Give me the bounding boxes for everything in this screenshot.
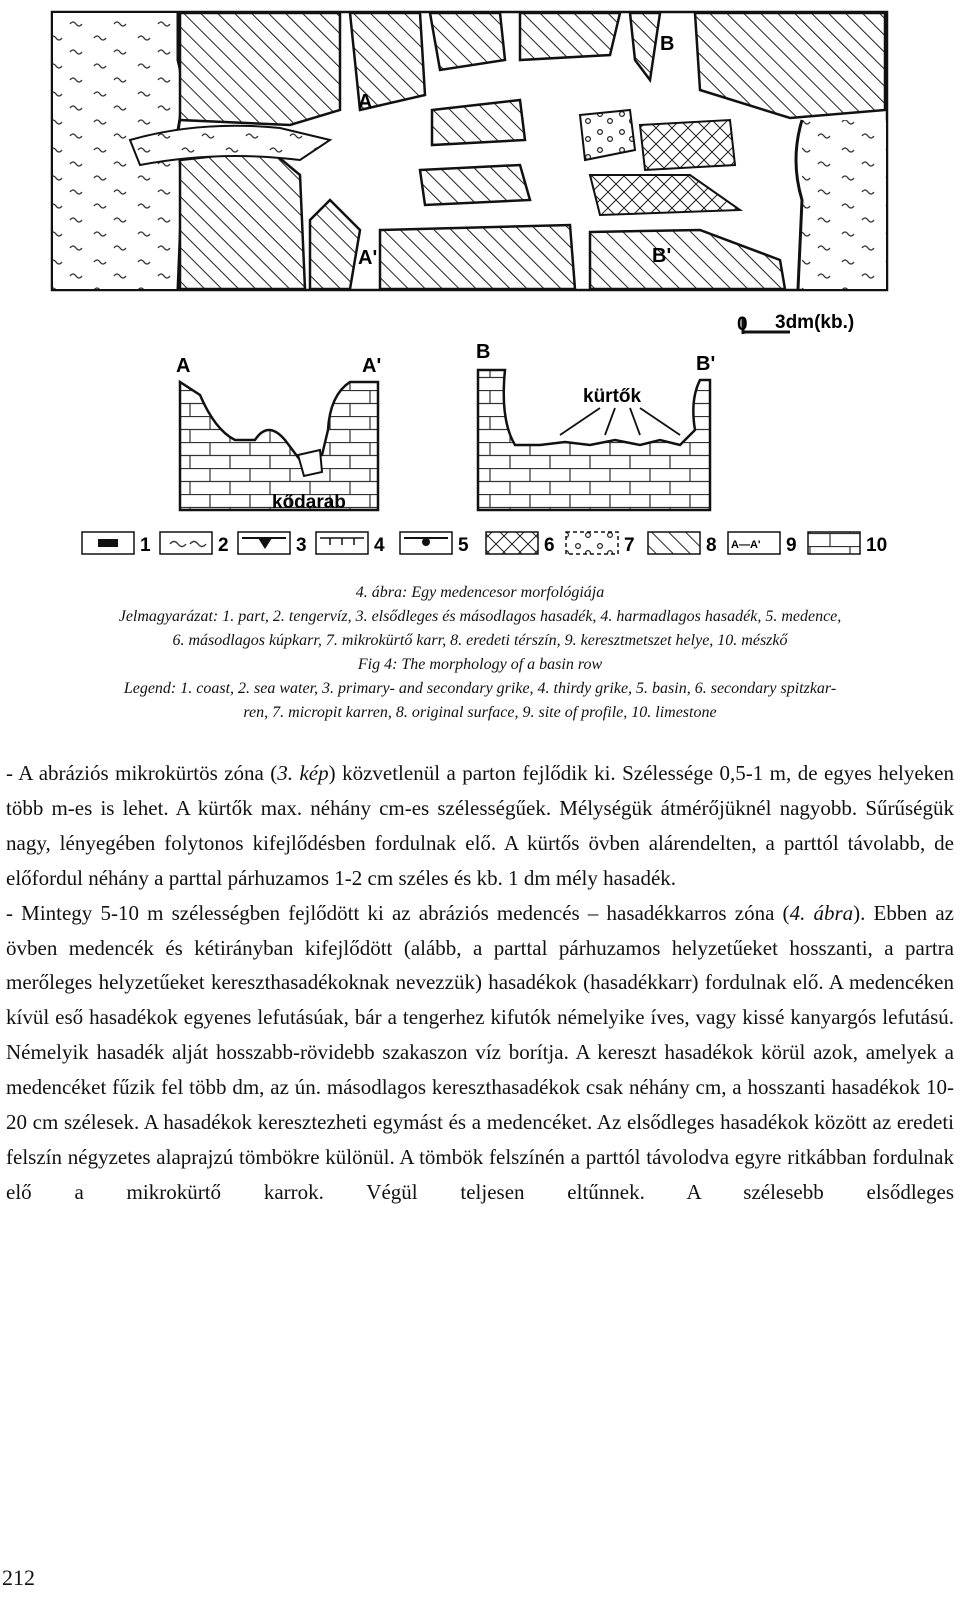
legend-item-2 (160, 532, 229, 556)
paragraph-medences-zona: - Mintegy 5-10 m szélességben fejlődött ki az abráziós medencés – hasadékkarros zóna (4. ábra). Ebben az övben medencék és kétirányban kifejlődött (alább, a parttal párhuzamos helyzetűeket hosszanti, a partra merőleges helyzetűeket kereszthasadékoknak nevezzük) hasadékok (hasadékkarr) fordulnak elő. A medencéken kívül eső hasadékok egyenes lefutásúak, bár a tengerhez kifutók némelyike íves, vagy kissé kanyargós lefutású. Némelyik hasadék alját hosszabb-rövidebb szakaszon víz borítja. A kereszt hasadékok körül azok, amelyek a medencéket fűzik fel több dm, az ún. másodlagos kereszthasadékok csak néhány cm, a hosszanti hasadékok 10-20 cm szélesek. A hasadékok keresztezheti egymást és a medencéket. Az elsődleges hasadékok között az eredeti felszín négyzetes alaprajzú tömbökre különül. A tömbök felszínén a parttól távolodva egyre ritkábban fordulnak elő a mikrokürtő karrok. Végül teljesen eltűnnek. A szélesebb elsődleges (6, 900, 954, 1204)
legend-item-7 (566, 532, 635, 556)
svg-text:9: 9 (786, 535, 797, 556)
svg-text:1: 1 (140, 535, 151, 556)
svg-text:kürtők: kürtők (583, 386, 642, 407)
svg-text:5: 5 (458, 535, 469, 556)
svg-text:A': A' (358, 247, 378, 269)
svg-text:2: 2 (218, 535, 229, 556)
legend-item-9 (728, 532, 797, 556)
svg-text:B: B (660, 33, 675, 55)
profile-a (176, 355, 381, 513)
svg-text:3: 3 (296, 535, 307, 556)
caption-legend-hu-line2: 6. másodlagos kúpkarr, 7. mikrokürtő karr, 8. eredeti térszín, 9. keresztmetszet helye, 10. mészkő (172, 632, 788, 649)
caption-legend-en-line2: ren, 7. micropit karren, 8. original surface, 9. site of profile, 10. limestone (243, 704, 717, 721)
legend-item-5 (400, 532, 469, 556)
svg-text:8: 8 (706, 535, 717, 556)
legend-item-8 (648, 532, 717, 556)
svg-text:A: A (358, 91, 373, 113)
scale-bar (737, 312, 854, 335)
svg-text:4: 4 (374, 535, 385, 556)
svg-text:7: 7 (624, 535, 635, 556)
legend-item-1 (82, 532, 151, 556)
paragraph-mikrokurtos-zona: - A abráziós mikrokürtös zóna (3. kép) közvetlenül a parton fejlődik ki. Szélessége 0,5-1 m, de egyes helyeken több m-es is lehet. A kürtők max. néhány cm-es szélességűek. Mélységük átmérőjüknél nagyobb. Sűrűségük nagy, lényegében folytonos kifejlődésben fordulnak elő. A kürtős övben alárendelten, a parttól távolabb, de előfordul néhány a parttal párhuzamos 1-2 cm széles és kb. 1 dm mély hasadék. (6, 761, 954, 890)
profile-b (476, 341, 715, 510)
caption-title-hu: 4. ábra: Egy medencesor morfológiája (355, 584, 605, 601)
basin-row-morphology-figure (0, 0, 960, 565)
svg-text:B': B' (696, 353, 716, 375)
caption-legend-hu-line1: Jelmagyarázat: 1. part, 2. tengervíz, 3. elsődleges és másodlagos hasadék, 4. harmadlagos hasadék, 5. medence, (118, 608, 842, 625)
figure-ref-4-abra: 4. ábra (789, 900, 854, 925)
svg-text:0: 0 (737, 314, 748, 335)
legend-row (82, 532, 887, 556)
svg-text:A—A': A—A' (731, 539, 761, 551)
legend-item-10 (808, 532, 887, 556)
plan-view-map (52, 12, 887, 290)
svg-text:kődarab: kődarab (272, 492, 346, 513)
svg-text:3dm(kb.): 3dm(kb.) (775, 312, 855, 333)
svg-text:B': B' (652, 245, 672, 267)
caption-legend-en-line1: Legend: 1. coast, 2. sea water, 3. primary- and secondary grike, 4. thirdy grike, 5. basin, 6. secondary spitzkar- (123, 680, 837, 697)
svg-text:10: 10 (866, 535, 888, 556)
svg-text:A: A (176, 355, 191, 377)
svg-text:A': A' (362, 355, 382, 377)
figure-ref-3-kep: 3. kép (277, 761, 329, 785)
svg-text:6: 6 (544, 535, 555, 556)
legend-item-4 (316, 532, 385, 556)
body-text (6, 756, 954, 1210)
svg-text:B: B (476, 341, 491, 363)
legend-item-6 (486, 532, 555, 556)
page-number: 212 (2, 1565, 35, 1590)
caption-title-en: Fig 4: The morphology of a basin row (357, 656, 603, 673)
legend-item-3 (238, 532, 307, 556)
